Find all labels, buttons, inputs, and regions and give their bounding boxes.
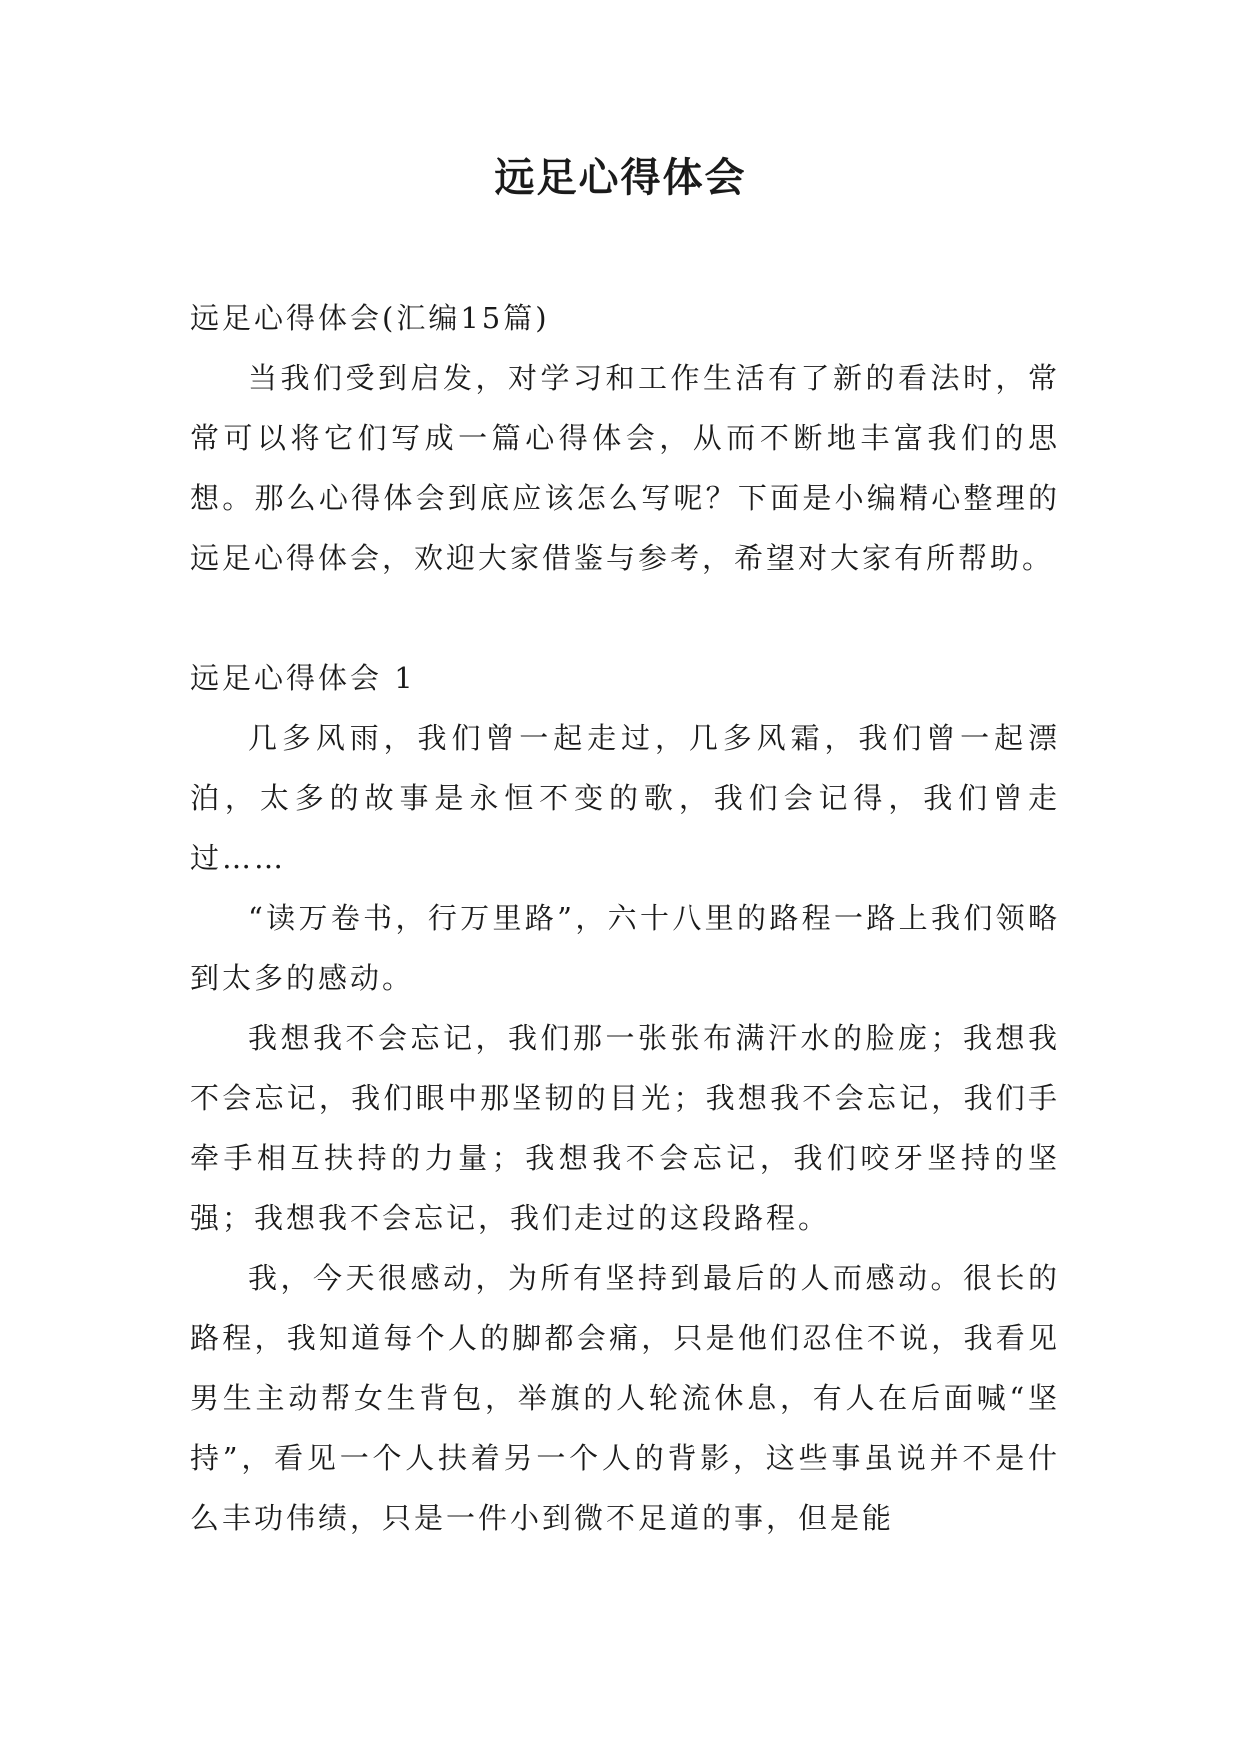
intro-paragraph: 当我们受到启发，对学习和工作生活有了新的看法时，常常可以将它们写成一篇心得体会，从而不断地丰富我们的思想。那么心得体会到底应该怎么写呢？下面是小编精心整理的远足心得体会，欢迎大家借鉴与参考，希望对大家有所帮助。 [190, 361, 1060, 575]
body-paragraph: 我想我不会忘记，我们那一张张布满汗水的脸庞；我想我不会忘记，我们眼中那坚韧的目光；我想我不会忘记，我们手牵手相互扶持的力量；我想我不会忘记，我们咬牙坚持的坚强；我想我不会忘记，我们走过的这段路程。 [190, 1021, 1060, 1235]
document-body [190, 288, 1060, 1548]
body-paragraph: “读万卷书，行万里路”，六十八里的路程一路上我们领略到太多的感动。 [190, 901, 1060, 995]
body-paragraph: 我，今天很感动，为所有坚持到最后的人而感动。很长的路程，我知道每个人的脚都会痛，只是他们忍住不说，我看见男生主动帮女生背包，举旗的人轮流休息，有人在后面喊“坚持”，看见一个人扶着另一个人的背影，这些事虽说并不是什么丰功伟绩，只是一件小到微不足道的事，但是能 [190, 1261, 1060, 1535]
section-spacer [190, 588, 1060, 648]
document-subtitle: 远足心得体会(汇编15篇) [190, 301, 550, 335]
document-title: 远足心得体会 [494, 154, 747, 201]
body-paragraph: 几多风雨，我们曾一起走过，几多风霜，我们曾一起漂泊，太多的故事是永恒不变的歌，我们会记得，我们曾走过…… [190, 721, 1060, 875]
section-heading: 远足心得体会 1 [190, 661, 416, 695]
